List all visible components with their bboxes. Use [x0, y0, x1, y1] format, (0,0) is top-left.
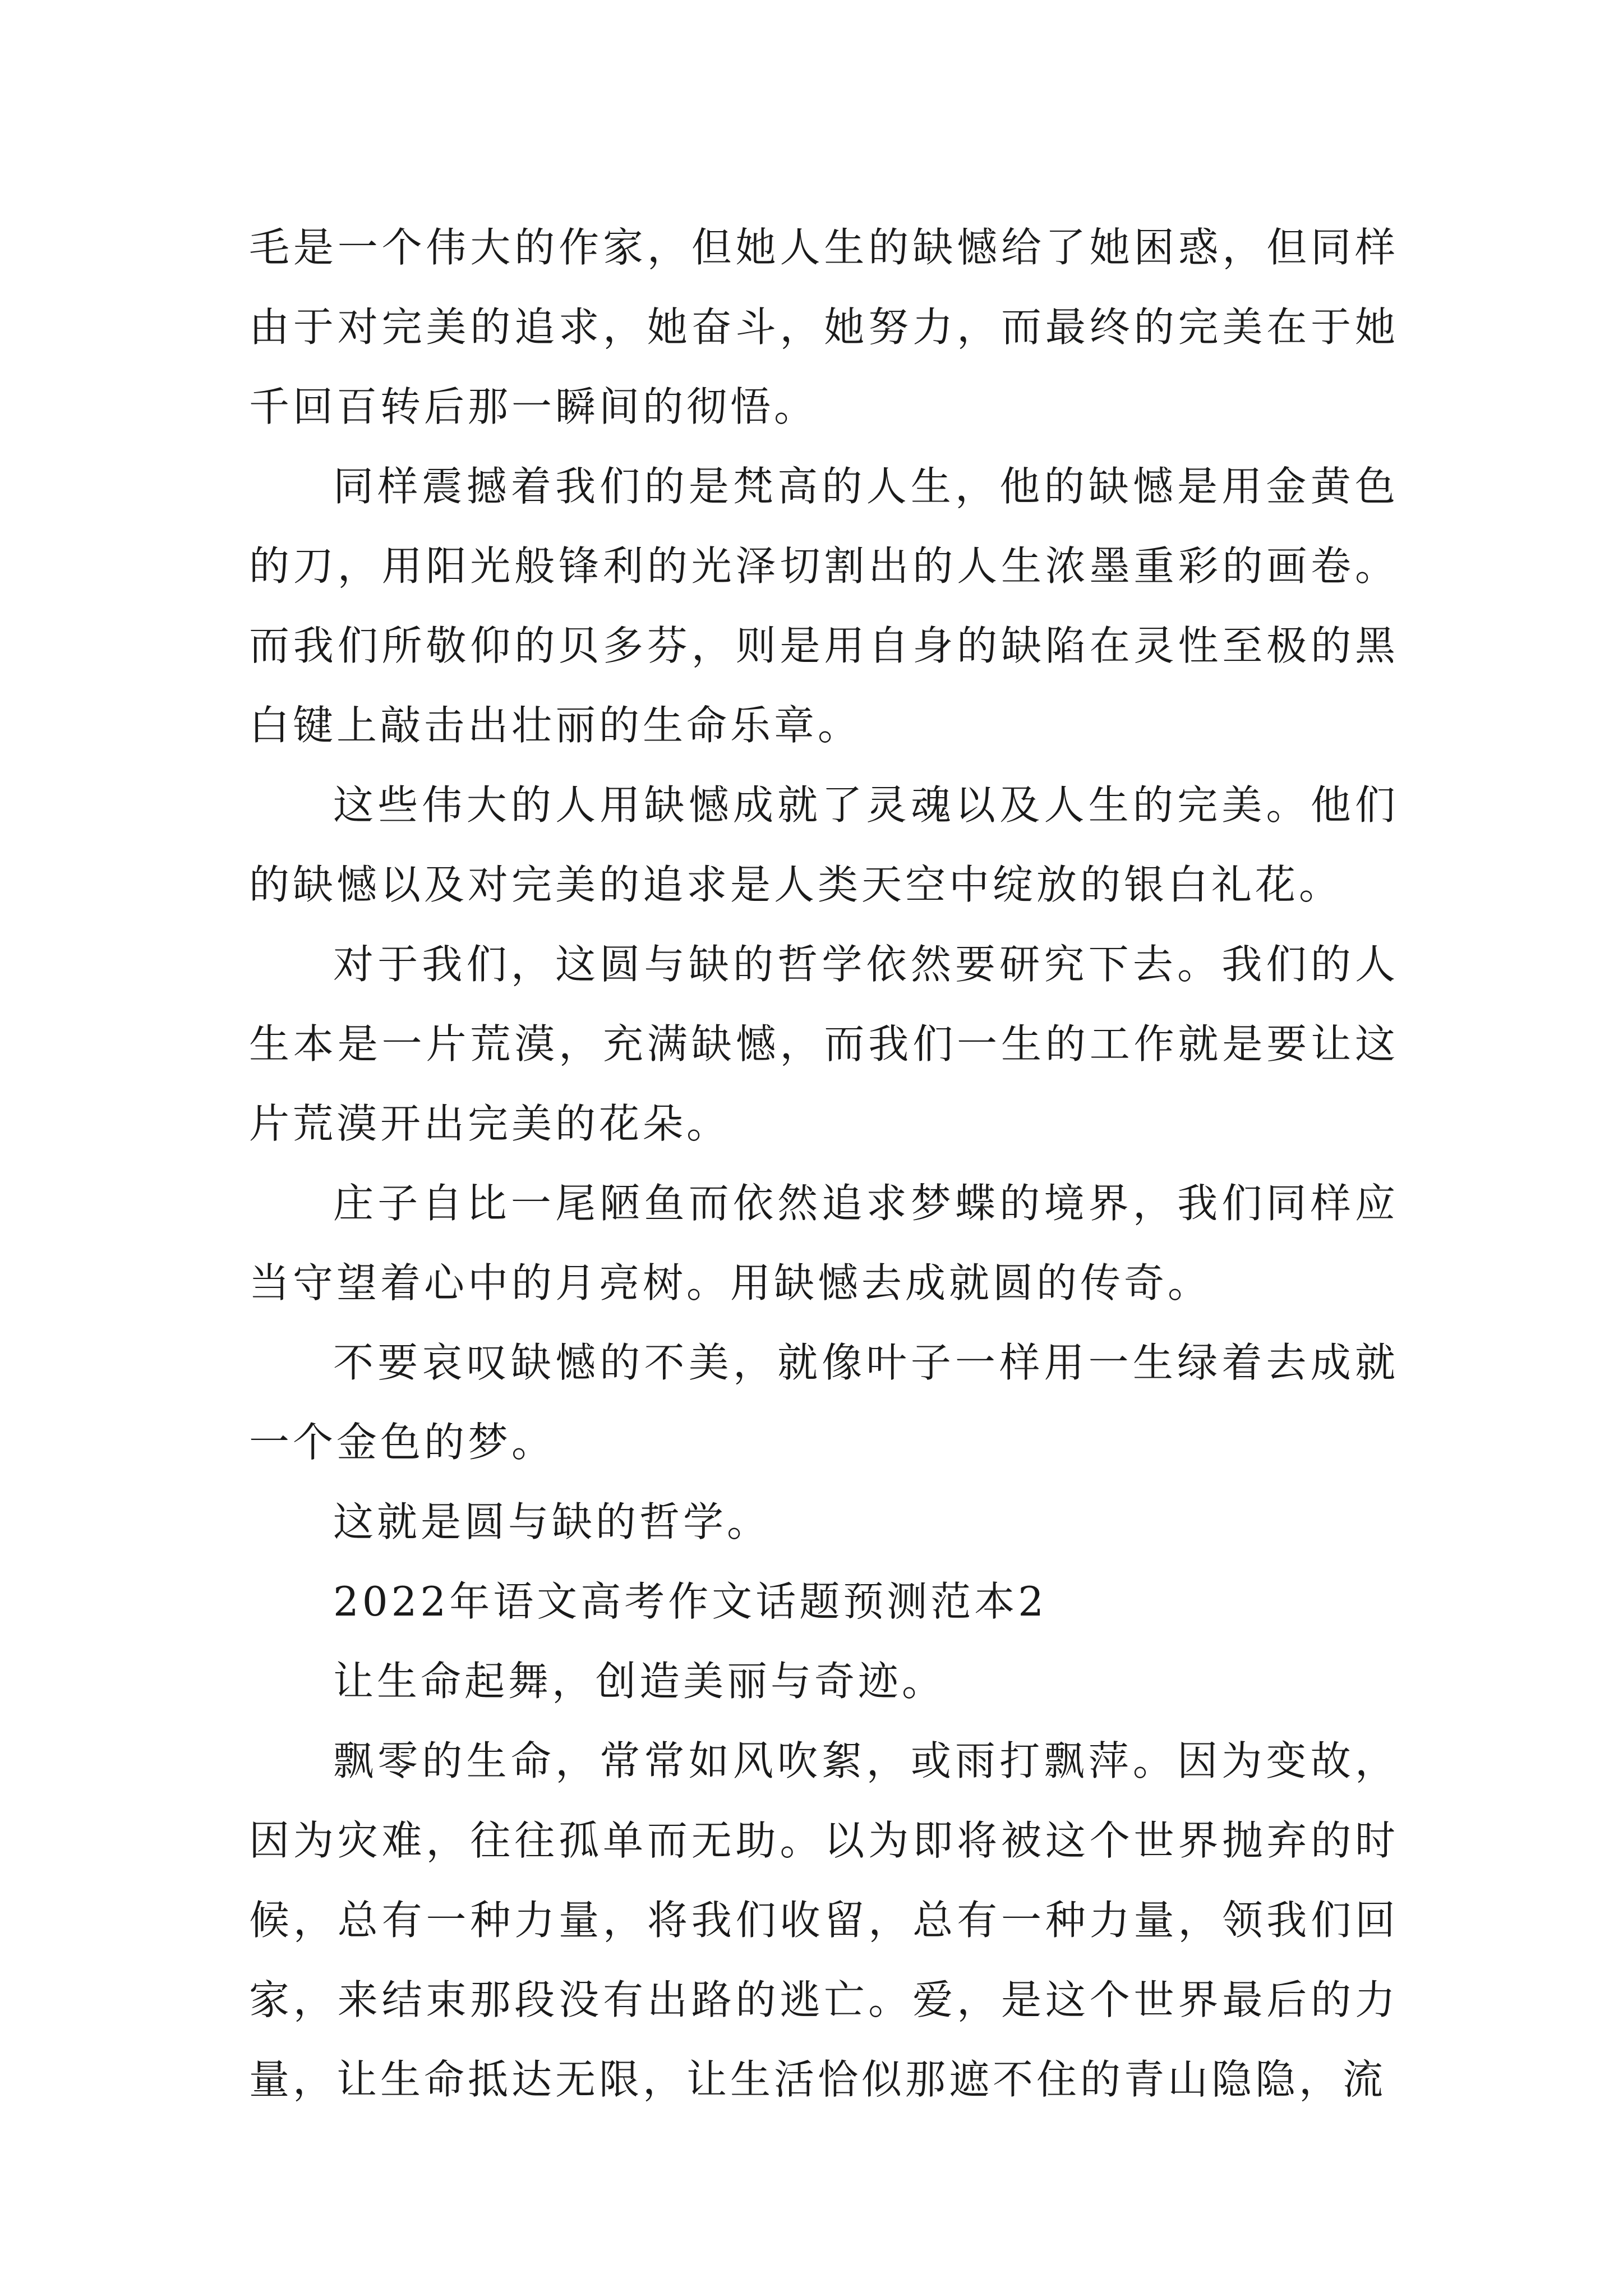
paragraph: 对于我们，这圆与缺的哲学依然要研究下去。我们的人生本是一片荒漠，充满缺憾，而我们一生的工作就是要让这片荒漠开出完美的花朵。	[249, 941, 1399, 1147]
document-body	[249, 208, 1399, 2119]
paragraph: 同样震撼着我们的是梵高的人生，他的缺憾是用金黄色的刀，用阳光般锋利的光泽切割出的人生浓墨重彩的画卷。而我们所敬仰的贝多芬，则是用自身的缺陷在灵性至极的黑白键上敲击出壮丽的生命乐章。	[249, 463, 1399, 749]
paragraph: 这些伟大的人用缺憾成就了灵魂以及人生的完美。他们的缺憾以及对完美的追求是人类天空中绽放的银白礼花。	[249, 781, 1399, 908]
paragraph-continuation: 毛是一个伟大的作家，但她人生的缺憾给了她困惑，但同样由于对完美的追求，她奋斗，她努力，而最终的完美在于她千回百转后那一瞬间的彻悟。	[249, 224, 1399, 430]
paragraph: 飘零的生命，常常如风吹絮，或雨打飘萍。因为变故，因为灾难，往往孤单而无助。以为即将被这个世界抛弃的时候，总有一种力量，将我们收留，总有一种力量，领我们回家，来结束那段没有出路的逃亡。爱，是这个世界最后的力量，让生命抵达无限，让生活恰似那遮不住的青山隐隐，流	[249, 1737, 1399, 2103]
paragraph: 庄子自比一尾陋鱼而依然追求梦蝶的境界，我们同样应当守望着心中的月亮树。用缺憾去成就圆的传奇。	[249, 1180, 1399, 1306]
section-heading: 2022年语文高考作文话题预测范本2	[333, 1578, 1048, 1625]
paragraph: 不要哀叹缺憾的不美，就像叶子一样用一生绿着去成就一个金色的梦。	[249, 1339, 1399, 1466]
essay-title: 让生命起舞，创造美丽与奇迹。	[333, 1658, 946, 1705]
paragraph: 这就是圆与缺的哲学。	[333, 1498, 771, 1545]
